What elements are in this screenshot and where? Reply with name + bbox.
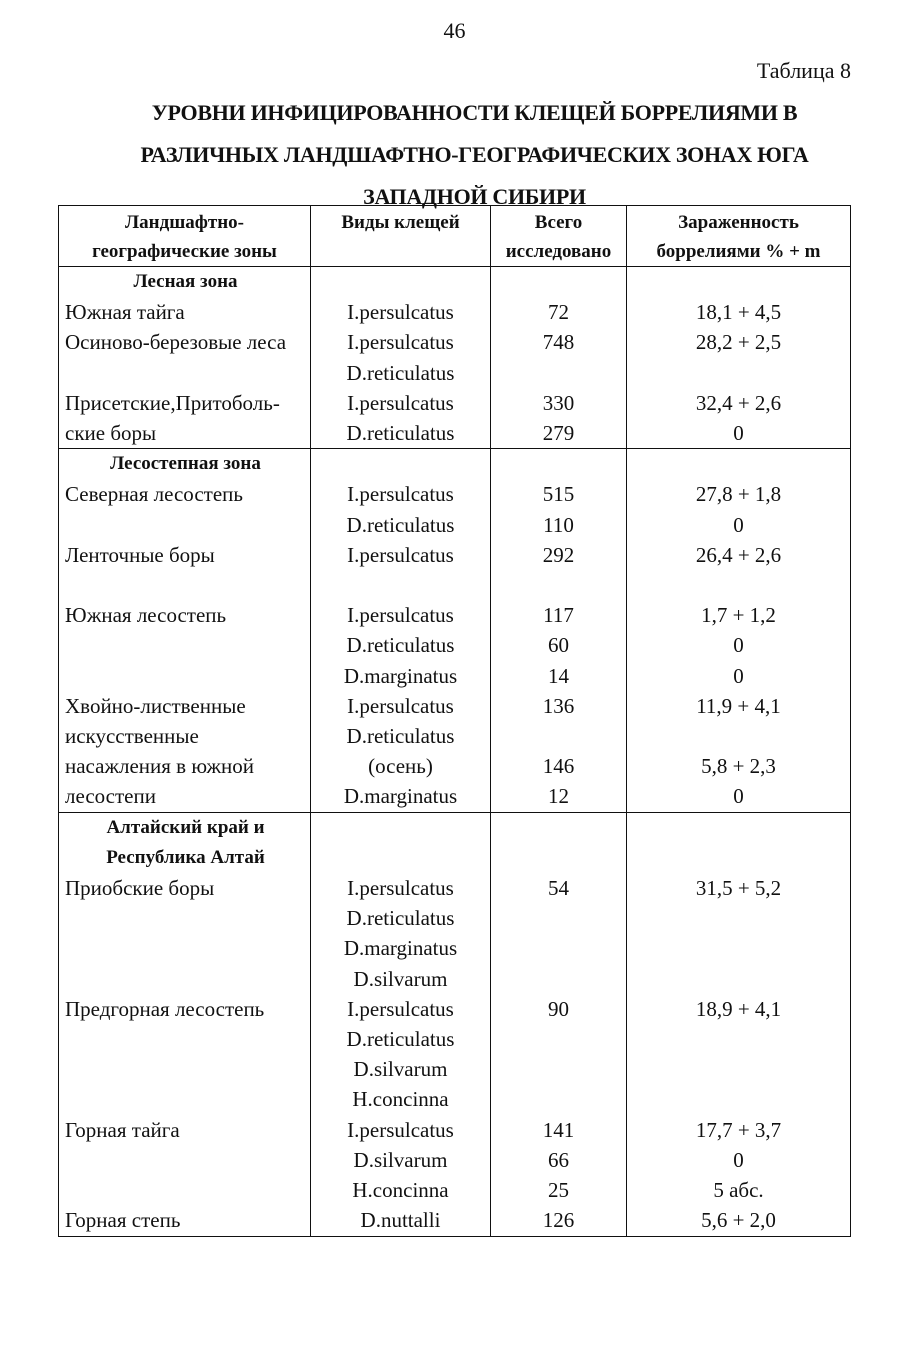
infection-cell [627, 1084, 851, 1114]
infection-cell: 11,9 + 4,1 [627, 691, 851, 721]
infection-cell [627, 570, 851, 600]
species-cell: I.persulcatus [311, 994, 491, 1024]
species-cell: D.reticulatus [311, 721, 491, 751]
header-total-line-1: Всего [534, 212, 583, 233]
zone-cell [59, 570, 311, 600]
header-total [491, 206, 627, 267]
table-row [59, 1084, 851, 1114]
total-cell: 66 [491, 1145, 627, 1175]
table-row [59, 903, 851, 933]
table-row [59, 994, 851, 1024]
total-cell [491, 812, 627, 843]
infection-cell: 0 [627, 510, 851, 540]
species-cell: (осень) [311, 751, 491, 781]
zone-cell [59, 630, 311, 660]
species-cell: H.concinna [311, 1175, 491, 1205]
infection-cell: 17,7 + 3,7 [627, 1115, 851, 1145]
infection-cell: 0 [627, 630, 851, 660]
zone-cell [59, 933, 311, 963]
infection-cell: 5,6 + 2,0 [627, 1205, 851, 1236]
species-cell: H.concinna [311, 1084, 491, 1114]
infection-cell: 0 [627, 661, 851, 691]
zone-cell: Предгорная лесостепь [59, 994, 311, 1024]
zone-cell: Осиново-березовые леса [59, 327, 311, 357]
zone-cell [59, 1145, 311, 1175]
table-header-row [59, 206, 851, 267]
header-total-line-2: исследовано [505, 241, 612, 262]
page-number: 46 [443, 18, 466, 43]
species-cell: I.persulcatus [311, 600, 491, 630]
zone-cell: Южная тайга [59, 297, 311, 327]
zone-cell [59, 358, 311, 388]
infection-cell: 31,5 + 5,2 [627, 873, 851, 903]
species-cell: D.marginatus [311, 781, 491, 812]
total-cell: 110 [491, 510, 627, 540]
zone-cell: искусственные [59, 721, 311, 751]
table-row [59, 358, 851, 388]
species-cell [311, 267, 491, 298]
infection-cell [627, 843, 851, 873]
total-cell: 72 [491, 297, 627, 327]
table-body [59, 267, 851, 1237]
total-cell [491, 570, 627, 600]
header-species [311, 206, 491, 267]
table-row [59, 1175, 851, 1205]
total-cell: 515 [491, 479, 627, 509]
zone-cell: Ленточные боры [59, 540, 311, 570]
total-cell: 25 [491, 1175, 627, 1205]
total-cell: 748 [491, 327, 627, 357]
zone-cell [59, 510, 311, 540]
infection-table [58, 205, 851, 1237]
table-row [59, 691, 851, 721]
species-cell: I.persulcatus [311, 297, 491, 327]
total-cell: 12 [491, 781, 627, 812]
species-cell [311, 570, 491, 600]
species-cell: D.marginatus [311, 661, 491, 691]
zone-cell [59, 1084, 311, 1114]
total-cell [491, 903, 627, 933]
header-infect-line-1: Зараженность [678, 212, 799, 233]
species-cell [311, 812, 491, 843]
zone-cell: ские боры [59, 418, 311, 449]
species-cell: D.reticulatus [311, 510, 491, 540]
species-cell [311, 449, 491, 480]
infection-cell: 0 [627, 1145, 851, 1175]
infection-cell: 1,7 + 1,2 [627, 600, 851, 630]
table-row [59, 1024, 851, 1054]
species-cell: D.reticulatus [311, 1024, 491, 1054]
infection-cell [627, 812, 851, 843]
total-cell: 90 [491, 994, 627, 1024]
species-cell: D.nuttalli [311, 1205, 491, 1236]
species-cell: I.persulcatus [311, 479, 491, 509]
zone-cell [59, 903, 311, 933]
total-cell [491, 1084, 627, 1114]
section-header-row [59, 449, 851, 480]
total-cell [491, 721, 627, 751]
species-cell: D.silvarum [311, 964, 491, 994]
table-title [40, 92, 869, 218]
table-row [59, 781, 851, 812]
infection-cell: 28,2 + 2,5 [627, 327, 851, 357]
total-cell: 330 [491, 388, 627, 418]
species-cell: D.silvarum [311, 1054, 491, 1084]
header-zone-line-2: географические зоны [92, 241, 277, 262]
table-row [59, 630, 851, 660]
total-cell [491, 964, 627, 994]
infection-cell [627, 1054, 851, 1084]
species-cell: I.persulcatus [311, 540, 491, 570]
species-cell: D.reticulatus [311, 630, 491, 660]
infection-cell: 0 [627, 781, 851, 812]
species-cell: D.silvarum [311, 1145, 491, 1175]
zone-cell: Северная лесостепь [59, 479, 311, 509]
total-cell [491, 449, 627, 480]
zone-cell: Лесостепная зона [59, 449, 311, 480]
species-cell: I.persulcatus [311, 1115, 491, 1145]
table-row [59, 510, 851, 540]
infection-cell [627, 358, 851, 388]
total-cell [491, 1024, 627, 1054]
infection-cell [627, 964, 851, 994]
infection-cell: 27,8 + 1,8 [627, 479, 851, 509]
total-cell [491, 358, 627, 388]
zone-cell: Республика Алтай [59, 843, 311, 873]
header-species-label: Виды клещей [341, 212, 460, 233]
table-row [59, 964, 851, 994]
table-row [59, 570, 851, 600]
zone-cell [59, 964, 311, 994]
species-cell: D.reticulatus [311, 903, 491, 933]
species-cell: D.marginatus [311, 933, 491, 963]
table-row [59, 327, 851, 357]
zone-cell: Горная тайга [59, 1115, 311, 1145]
section-header-row [59, 812, 851, 843]
header-infect [627, 206, 851, 267]
header-infect-line-2: боррелиями % + m [656, 241, 821, 262]
table-row [59, 721, 851, 751]
infection-cell [627, 721, 851, 751]
zone-cell: Лесная зона [59, 267, 311, 298]
section-header-row [59, 843, 851, 873]
total-cell: 279 [491, 418, 627, 449]
infection-cell: 32,4 + 2,6 [627, 388, 851, 418]
table-row [59, 418, 851, 449]
table-row [59, 540, 851, 570]
header-zone [59, 206, 311, 267]
title-line-3: ЗАПАДНОЙ СИБИРИ [363, 184, 586, 209]
table-row [59, 933, 851, 963]
zone-cell: лесостепи [59, 781, 311, 812]
table-row [59, 1115, 851, 1145]
infection-cell [627, 449, 851, 480]
infection-cell: 18,9 + 4,1 [627, 994, 851, 1024]
total-cell: 117 [491, 600, 627, 630]
table-row [59, 1205, 851, 1236]
table-label: Таблица 8 [756, 58, 851, 83]
species-cell: D.reticulatus [311, 358, 491, 388]
species-cell: I.persulcatus [311, 691, 491, 721]
species-cell: I.persulcatus [311, 873, 491, 903]
species-cell: I.persulcatus [311, 327, 491, 357]
table-row [59, 600, 851, 630]
zone-cell [59, 1054, 311, 1084]
total-cell: 292 [491, 540, 627, 570]
zone-cell: насажления в южной [59, 751, 311, 781]
table-row [59, 1145, 851, 1175]
table-row [59, 873, 851, 903]
title-line-2: РАЗЛИЧНЫХ ЛАНДШАФТНО-ГЕОГРАФИЧЕСКИХ ЗОНАХ ЮГА [140, 142, 809, 167]
section-header-row [59, 267, 851, 298]
total-cell [491, 267, 627, 298]
table-row [59, 1054, 851, 1084]
total-cell: 14 [491, 661, 627, 691]
zone-cell: Приобские боры [59, 873, 311, 903]
header-zone-line-1: Ландшафтно- [124, 212, 244, 233]
total-cell: 136 [491, 691, 627, 721]
zone-cell: Присетские,Притоболь- [59, 388, 311, 418]
table-row [59, 479, 851, 509]
infection-cell [627, 933, 851, 963]
table-row [59, 661, 851, 691]
total-cell: 146 [491, 751, 627, 781]
infection-cell: 5 абс. [627, 1175, 851, 1205]
zone-cell [59, 1024, 311, 1054]
infection-cell [627, 903, 851, 933]
infection-cell [627, 267, 851, 298]
total-cell: 54 [491, 873, 627, 903]
zone-cell [59, 661, 311, 691]
title-line-1: УРОВНИ ИНФИЦИРОВАННОСТИ КЛЕЩЕЙ БОРРЕЛИЯМИ В [151, 100, 798, 125]
table-row [59, 388, 851, 418]
zone-cell: Хвойно-лиственные [59, 691, 311, 721]
total-cell [491, 1054, 627, 1084]
total-cell: 60 [491, 630, 627, 660]
infection-cell [627, 1024, 851, 1054]
zone-cell: Южная лесостепь [59, 600, 311, 630]
infection-cell: 5,8 + 2,3 [627, 751, 851, 781]
zone-cell: Алтайский край и [59, 812, 311, 843]
species-cell [311, 843, 491, 873]
zone-cell [59, 1175, 311, 1205]
total-cell [491, 933, 627, 963]
total-cell: 141 [491, 1115, 627, 1145]
infection-cell: 0 [627, 418, 851, 449]
infection-cell: 18,1 + 4,5 [627, 297, 851, 327]
total-cell [491, 843, 627, 873]
species-cell: D.reticulatus [311, 418, 491, 449]
infection-cell: 26,4 + 2,6 [627, 540, 851, 570]
species-cell: I.persulcatus [311, 388, 491, 418]
zone-cell: Горная степь [59, 1205, 311, 1236]
total-cell: 126 [491, 1205, 627, 1236]
table-row [59, 297, 851, 327]
table-row [59, 751, 851, 781]
